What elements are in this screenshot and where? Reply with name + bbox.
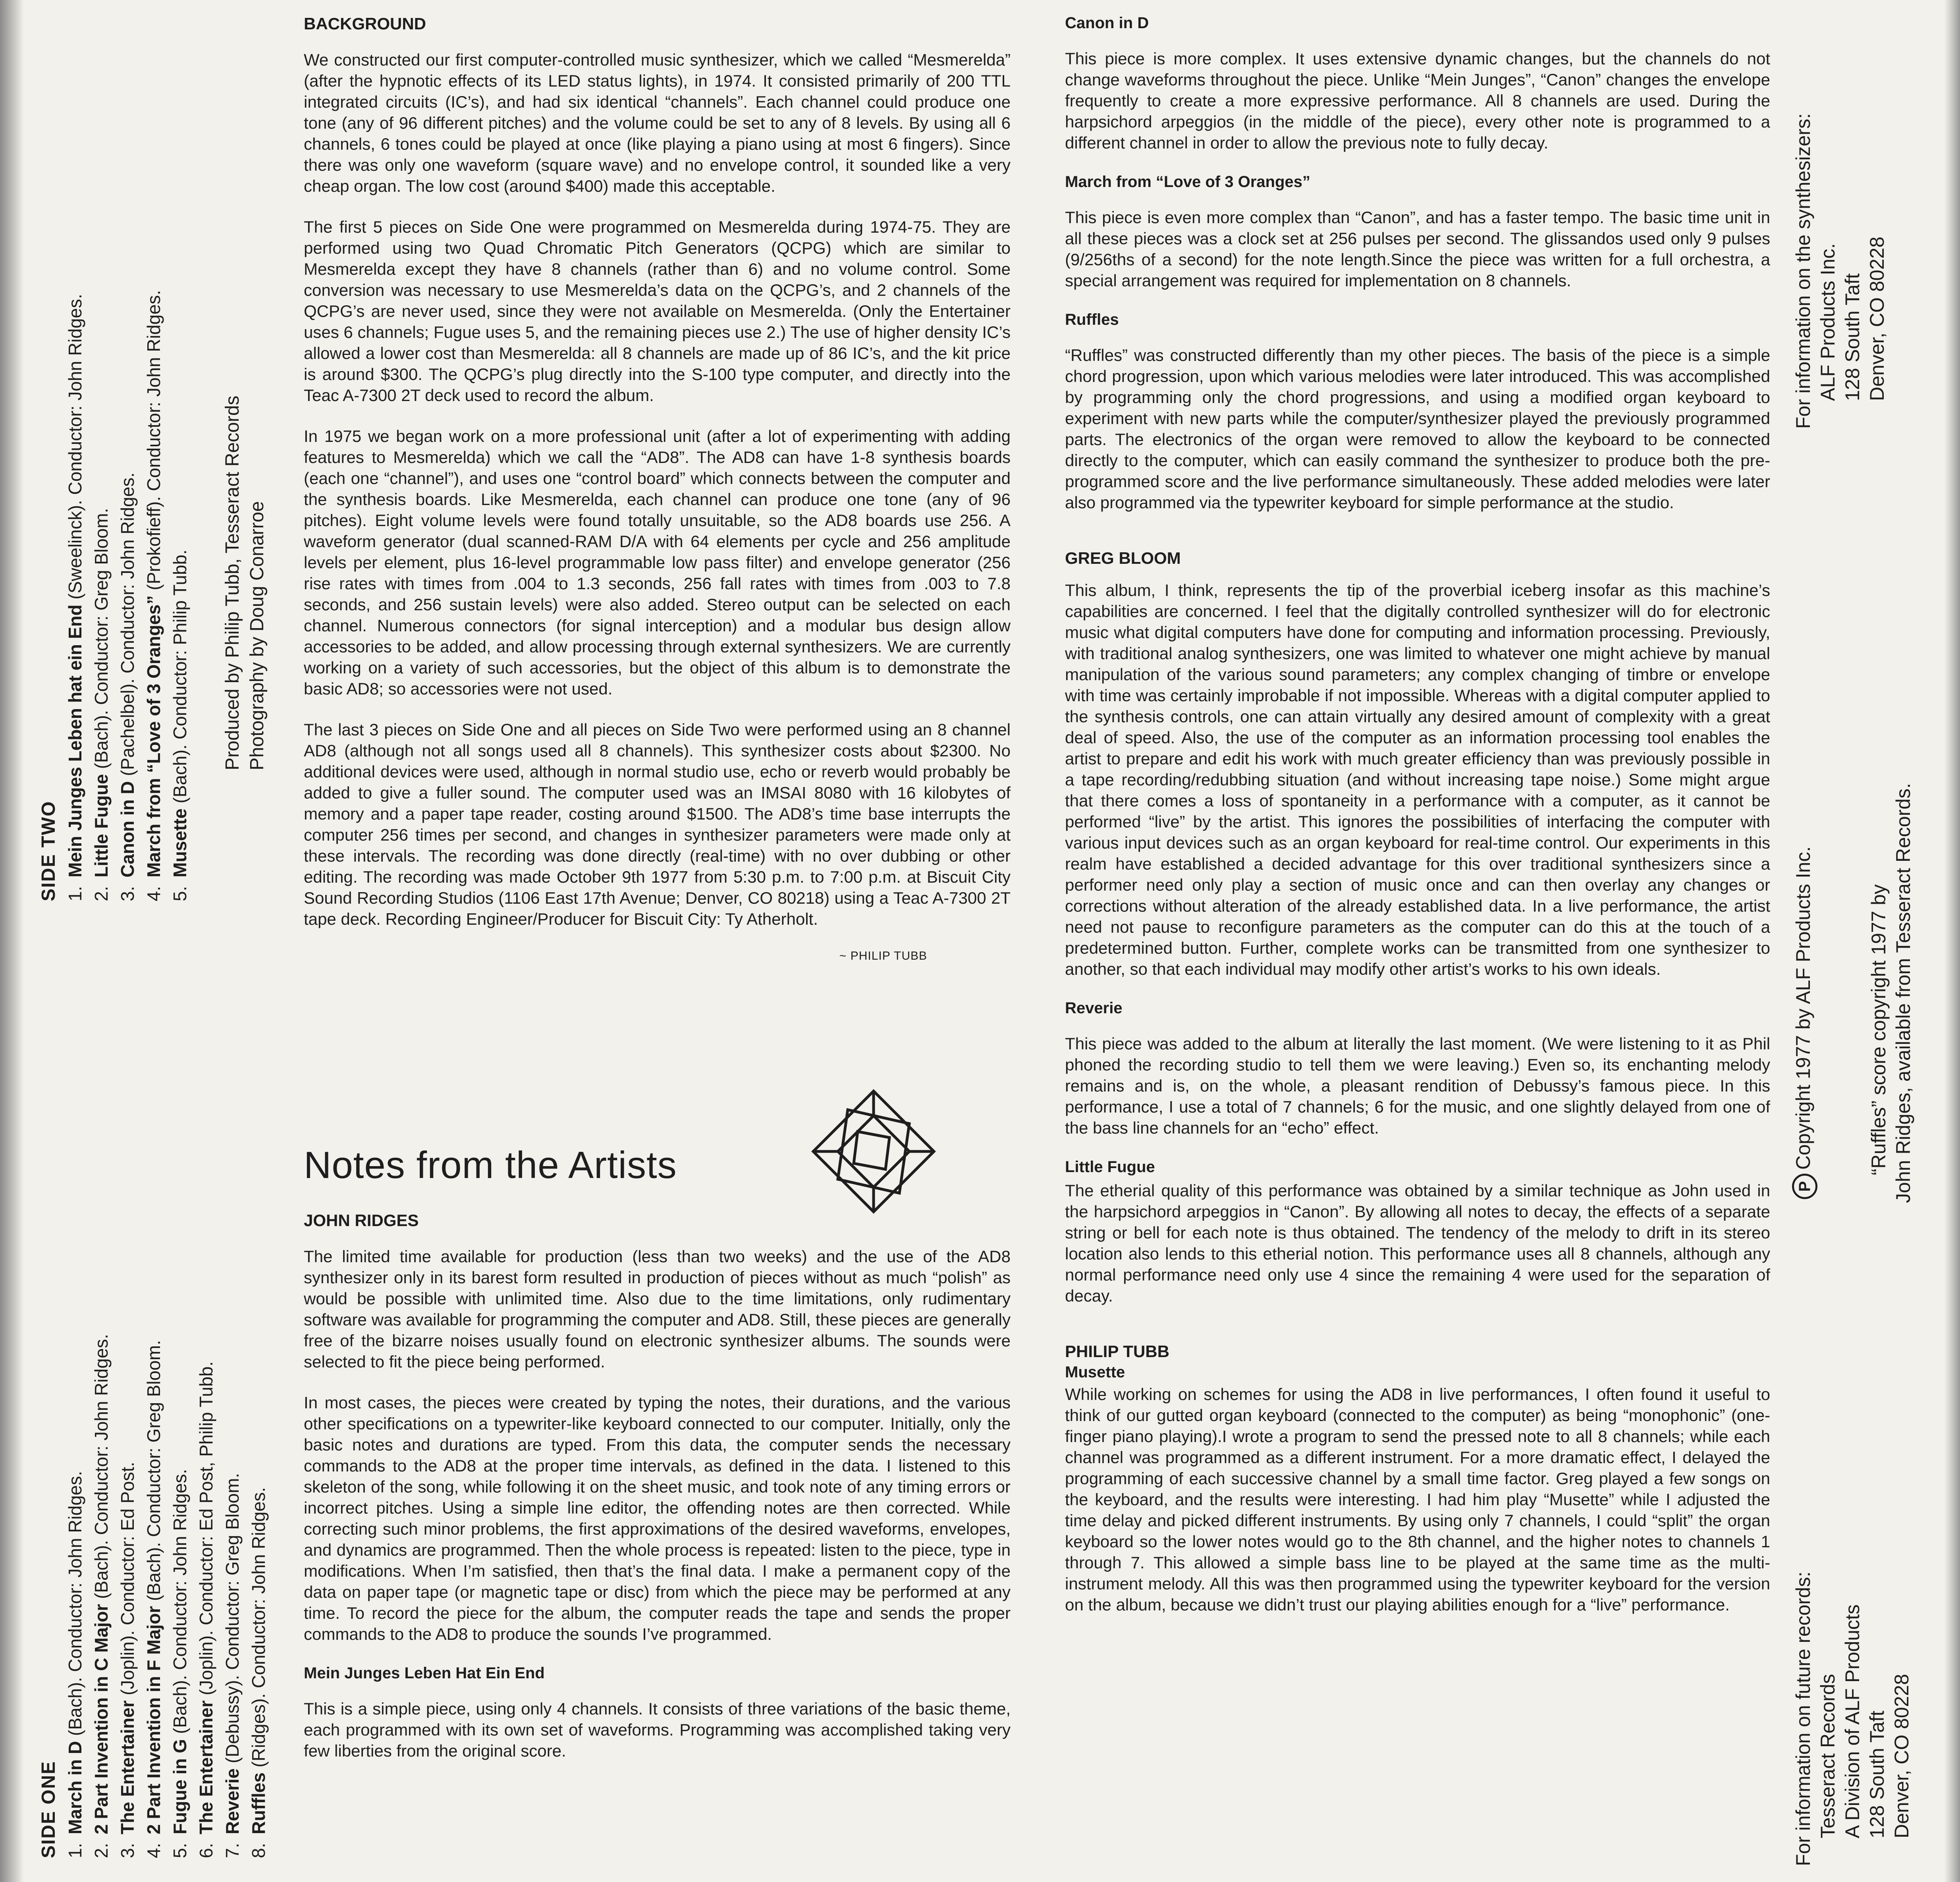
- march-paragraph: This piece is even more complex than “Canon”, and has a faster tempo. The basic time unit in all these pieces was a clock set at 256 pulses per second. The glissandos used only 9 pulses (9/256ths of a second) for the note length.Since the piece was written for a full orchestra, a special arrangement was required for implementation on 8 channels.: [1065, 208, 1770, 290]
- john-ridges-paragraph: In most cases, the pieces were created by typing the notes, their durations, and the various other specifications on a typewriter-like keyboard connected to our computer. Initially, only the basic notes and durations are typed. From this data, the computer sends the necessary commands to the AD8 at the proper time intervals, as defined in the data. I listened to this skeleton of the song, while following it on the sheet music, and took note of any timing errors or incorrect pitches. Using a simple line editor, the offending notes are then corrected. While correcting such minor problems, the first approximations of the desired waveforms, envelopes, and dynamics are programmed. Then the whole process is repeated: listen to the piece, type in modifications. When I’m satisfied, then that’s the final data. I make a permanent copy of the data on paper tape (or magnetic tape or disc) from which the piece may be performed at any time. To record the piece for the album, the computer reads the tape and sends the proper commands to the AD8 to produce the sounds I’ve programmed.: [304, 1393, 1011, 1643]
- left-edge-shadow: [0, 0, 24, 1882]
- track-item: [167, 1183, 193, 1858]
- right-edge-shadow: [1944, 0, 1960, 1882]
- little-fugue-heading: Little Fugue: [1065, 1158, 1155, 1176]
- track-details: (Joplin). Conductor: Ed Post, Philip Tubb.: [196, 1361, 216, 1701]
- background-paragraph: We constructed our first computer-controlled music synthesizer, which we called “Mesmerelda” (after the hypnotic effects of its LED status lights), in 1974. It consisted primarily of 200 TTL integrated circuits (IC’s), and had six identical “channels”. Each channel could produce one tone (any of 96 different pitches) and the volume could be set to any of 8 levels. By using all 6 channels, 6 tones could be played at once (like playing a piano using at most 6 fingers). Since there was only one waveform (square wave) and no envelope control, it sounded like a very cheap organ. The low cost (around $400) made this acceptable.: [304, 50, 1011, 195]
- track-item: [88, 1183, 114, 1858]
- john-ridges-heading: JOHN RIDGES: [304, 1211, 419, 1230]
- mein-junges-paragraph: This is a simple piece, using only 4 channels. It consists of three variations of the basic theme, each programmed with its own set of waveforms. Programming was accomplished taking very few liberties from the original score.: [304, 1699, 1011, 1760]
- track-details: (Bach). Conductor: Greg Bloom.: [143, 1340, 164, 1606]
- track-title: 2 Part Invention in C Major: [91, 1604, 112, 1834]
- photography-credit: Photography by Doug Conarroe: [247, 501, 268, 770]
- track-title: Musette: [170, 808, 190, 877]
- track-number: 2.: [91, 886, 112, 901]
- track-item: [62, 1183, 88, 1858]
- track-title: Little Fugue: [91, 774, 112, 877]
- canon-paragraph: This piece is more complex. It uses extensive dynamic changes, but the channels do not change waveforms throughout the piece. Unlike “Mein Junges”, “Canon” changes the envelope frequently to create a more expressive performance. All 8 channels are used. During the harpsichord arpeggios (in the middle of the piece), every other note is programmed to a different channel in order to allow the previous note to fully decay.: [1065, 49, 1770, 152]
- records-info: [1791, 1572, 1914, 1866]
- track-details: (Ridges). Conductor: John Ridges.: [248, 1487, 269, 1773]
- records-info-line: A Division of ALF Products: [1841, 1604, 1864, 1838]
- records-info-line: 128 South Taft: [1866, 1710, 1888, 1838]
- track-details: (Joplin). Conductor: Ed Post.: [117, 1462, 138, 1701]
- track-item: [245, 1183, 272, 1858]
- background-paragraph: In 1975 we began work on a more professional unit (after a lot of experimenting with adding features to Mesmerelda) which we call the “AD8”. The AD8 can have 1-8 synthesis boards (each one “channel”), and uses one “control board” which connects between the computer and the synthesis boards. Like Mesmerelda, each channel can produce one tone (any of 96 pitches). Eight volume levels were found totally unsuitable, so the AD8 boards use 256. A waveform generator (dual scanned-RAM D/A with 64 elements per cycle and 256 amplitude levels per element, plus 16-level programmable low pass filter) and envelope generator (256 rise rates with times from .004 to 1.3 seconds, 256 fall rates with times from .003 to 7.8 seconds, and 256 sustain levels) were also added. Stereo output can be selected on each channel. Numerous connectors (for signal interception) and a modular bus design allow accessories to be added, and allow processing through external synthesizers. We are currently working on a variety of such accessories, but the object of this album is to demonstrate the basic AD8; so accessories were not used.: [304, 427, 1011, 698]
- track-title: 2 Part Invention in F Major: [143, 1606, 164, 1834]
- track-item: [114, 48, 141, 901]
- background-heading: BACKGROUND: [304, 14, 426, 33]
- track-details: (Bach). Conductor: Philip Tubb.: [170, 550, 190, 809]
- ruffles-score-note: [1866, 783, 1916, 1203]
- john-ridges-paragraph: The limited time available for production (less than two weeks) and the use of the AD8 synthesizer only in its barest form resulted in production of pieces without as much “polish” as would be possible with unlimited time. Also due to the time limitations, only rudimentary software was available for programming the computer and AD8. Still, these pieces are generally free of the bizarre noises usually found on electronic synthesizer albums. The sounds were selected to fit the piece being performed.: [304, 1247, 1011, 1371]
- track-title: March from “Love of 3 Oranges”: [143, 595, 164, 877]
- track-title: March in D: [65, 1741, 85, 1834]
- ruffles-heading: Ruffles: [1065, 311, 1119, 328]
- track-item: [219, 1183, 245, 1858]
- track-number: 5.: [170, 886, 190, 901]
- records-info-line: For information on future records:: [1792, 1572, 1814, 1866]
- track-number: 3.: [117, 1843, 138, 1858]
- track-item: [167, 48, 193, 901]
- track-item: [88, 48, 114, 901]
- mein-junges-heading: Mein Junges Leben Hat Ein End: [304, 1664, 545, 1682]
- side-one-tracklist: [62, 1183, 272, 1858]
- phonogram-icon: P: [1792, 1174, 1817, 1199]
- track-details: (Bach). Conductor: John Ridges.: [170, 1469, 190, 1739]
- notes-title: Notes from the Artists: [304, 1144, 677, 1186]
- ruffles-note-line: “Ruffles” score copyright 1977 by: [1867, 884, 1890, 1175]
- records-info-line: Tesseract Records: [1817, 1674, 1839, 1838]
- track-number: 3.: [117, 886, 138, 901]
- synth-info: [1791, 113, 1889, 429]
- side-one-title: SIDE ONE: [38, 1761, 59, 1858]
- copyright-notice: [1791, 847, 1817, 1199]
- reverie-heading: Reverie: [1065, 999, 1123, 1017]
- track-title: Mein Junges Leben hat ein End: [65, 604, 85, 877]
- synth-info-line: 128 South Taft: [1841, 273, 1864, 401]
- ruffles-paragraph: “Ruffles” was constructed differently than my other pieces. The basis of the piece is a simple chord progression, upon which various melodies were later introduced. This was accomplished by programming only the chord progressions, and using a modified organ keyboard to experiment with new parts while the computer/synthesizer played the previously programmed parts. The electronics of the organ were removed to allow the keyboard to be connected directly to the computer, which can easily command the synthesizer to produce both the pre-programmed score and the live performance simultaneously. These added melodies were later also programmed via the typewriter keyboard for simple performance at the studio.: [1065, 346, 1770, 512]
- little-fugue-paragraph: The etherial quality of this performance was obtained by a similar technique as John used in the harpsichord arpeggios in “Canon”. By allowing all notes to decay, the effects of a separate string or bell for each note is thus obtained. The tendency of the melody to drift in its stereo location also lends to this etherial notion. This performance uses all 8 channels, although any normal performance need only use 4 since the remaining 4 were used for the separation of decay.: [1065, 1181, 1770, 1305]
- synth-info-line: For information on the synthesizers:: [1792, 113, 1814, 429]
- track-number: 6.: [196, 1843, 216, 1858]
- copyright-text: Copyright 1977 by ALF Products Inc.: [1792, 846, 1814, 1170]
- track-title: Reverie: [222, 1768, 243, 1834]
- track-item: [114, 1183, 141, 1858]
- track-details: (Debussy). Conductor: Greg Bloom.: [222, 1473, 243, 1768]
- track-details: (Bach). Conductor: John Ridges.: [65, 1471, 85, 1741]
- canon-heading: Canon in D: [1065, 14, 1149, 32]
- musette-heading: Musette: [1065, 1363, 1125, 1381]
- track-item: [62, 48, 88, 901]
- side-two-tracklist: [62, 48, 193, 901]
- track-details: (Pachelbel). Conductor: John Ridges.: [117, 472, 138, 781]
- track-item: [193, 1183, 219, 1858]
- track-details: (Bach). Conductor: John Ridges.: [91, 1334, 112, 1604]
- track-number: 5.: [170, 1843, 190, 1858]
- side-two-title: SIDE TWO: [38, 800, 59, 901]
- track-number: 2.: [91, 1843, 112, 1858]
- background-paragraph: The first 5 pieces on Side One were programmed on Mesmerelda during 1974-75. They are performed using two Quad Chromatic Pitch Generators (QCPG) which are similar to Mesmerelda except they have 8 channels (rather than 6) and no volume control. Some conversion was necessary to use Mesmerelda’s data on the QCPG’s, and 2 channels of the QCPG’s are never used, since they were not available on Mesmerelda. (Only the Entertainer uses 6 channels; Fugue uses 5, and the remaining pieces use 2.) The use of higher density IC’s allowed a lower cost than Mesmerelda: all 8 channels are made up of 86 IC’s, and the kit price is around $300. The QCPG’s plug directly into the S-100 type computer, and directly into the Teac A-7300 2T deck used to record the album.: [304, 218, 1011, 405]
- track-number: 4.: [143, 1843, 164, 1858]
- track-title: Ruffles: [248, 1772, 269, 1834]
- synth-info-line: Denver, CO 80228: [1866, 236, 1888, 401]
- side-one-panel: [36, 1183, 272, 1858]
- musette-paragraph: While working on schemes for using the AD8 in live performances, I often found it useful to think of our gutted organ keyboard (connected to the computer) as being “monophonic” (one-finger piano playing).I wrote a program to send the pressed note to all 8 channels; while each channel was programmed as a different instrument. For a more dramatic effect, I delayed the programming of each successive channel by a small time factor. Greg played a few songs on the keyboard, and the results were interesting. I had him play “Musette” while I adjusted the time delay and picked different instruments. By using only 7 channels, I could “split” the organ keyboard so the lower notes would go to the 8th channel, and the higher notes to channels 1 through 7. This allowed a simple bass line to be played at the same time as the multi-instrument melody. All this was then programmed using the typewriter keyboard for the version on the album, because we didn’t trust our playing abilities enough for a “live” performance.: [1065, 1385, 1770, 1614]
- records-info-line: Denver, CO 80228: [1891, 1674, 1913, 1838]
- track-title: Canon in D: [117, 781, 138, 877]
- track-details: (Prokofieff). Conductor: John Ridges.: [143, 290, 164, 596]
- track-item: [141, 1183, 167, 1858]
- track-details: (Bach). Conductor: Greg Bloom.: [91, 508, 112, 774]
- synth-info-line: ALF Products Inc.: [1817, 243, 1839, 401]
- philip-tubb-heading: PHILIP TUBB: [1065, 1342, 1169, 1361]
- track-item: [141, 48, 167, 901]
- track-title: The Entertainer: [117, 1700, 138, 1834]
- greg-bloom-paragraph: This album, I think, represents the tip of the proverbial iceberg insofar as this machine’s capabilities are concerned. I feel that the digitally controlled synthesizer will do for electronic music what digital computers have done for computing and information processing. Previously, with traditional analog synthesizers, one was limited to whatever one might achieve by manual manipulation of the various sound parameters; any complex changing of timbre or envelope with time was certainly improbable if not impossible. Whereas with a digital computer applied to the synthesis controls, one can attain virtually any desired amount of complexity with a great deal of speed. Also, the use of the computer as an information processing tool enables the artist to prepare and edit his work with much greater efficiency than was previously possible in a tape recording/redubbing situation (and without increasing tape noise.) Some might argue that there comes a loss of spontaneity in a performance with a computer, as it cannot be performed “live” by the artist. This ignores the possibilities of interfacing the computer with various input devices such as an organ keyboard for real-time control. Our experiments in this realm have established a decided advantage for this over traditional synthesizers since a performer need only play a section of music once and can then overlay any changes or corrections without alteration of the already established data. In a live performance, the artist need not pause to reconfigure parameters as the computer can do this at the touch of a predetermined button. Further, complete works can be transmitted from one synthesizer to another, so that each individual may modify other artist’s works to his own ideals.: [1065, 581, 1770, 978]
- track-title: Fugue in G: [170, 1739, 190, 1834]
- track-number: 1.: [65, 1843, 85, 1858]
- signature: ~ PHILIP TUBB: [839, 949, 927, 962]
- notes-section: [304, 1143, 1011, 1781]
- reverie-paragraph: This piece was added to the album at literally the last moment. (We were listening to it as Phil phoned the recording studio to tell them we were leaving.) Even so, its enchanting melody remains and is, on the whole, a pleasant rendition of Debussy’s famous piece. In this performance, I use a total of 7 channels; 6 for the music, and one slightly delayed from one of the bass line channels for an “echo” effect.: [1065, 1034, 1770, 1137]
- track-number: 7.: [222, 1843, 243, 1858]
- track-title: The Entertainer: [196, 1700, 216, 1834]
- track-number: 4.: [143, 886, 164, 901]
- greg-bloom-heading: GREG BLOOM: [1065, 549, 1181, 567]
- track-number: 1.: [65, 886, 85, 901]
- producer-credit: Produced by Philip Tubb, Tesseract Records: [222, 395, 243, 770]
- credits-panel: [220, 395, 270, 770]
- track-number: 8.: [248, 1843, 269, 1858]
- ruffles-note-line: John Ridges, available from Tesseract Records.: [1892, 783, 1914, 1203]
- background-paragraph: The last 3 pieces on Side One and all pieces on Side Two were performed using an 8 channel AD8 (although not all songs used all 8 channels). This synthesizer costs about $2300. No additional devices were used, although in normal studio use, echo or reverb would probably be added to give a fuller sound. The computer used was an IMSAI 8080 with 16 kilobytes of memory and a paper tape reader, costing around $1500. The AD8’s time base interrupts the computer 256 times per second, and changes in synthesizer parameters were made only at these intervals. The recording was done directly (real-time) with no over dubbing or other editing. The recording was made October 9th 1977 from 5:30 p.m. to 7:00 p.m. at Biscuit City Sound Recording Studios (1106 East 17th Avenue; Denver, CO 80218) using a Teac A-7300 2T tape deck. Recording Engineer/Producer for Biscuit City: Ty Atherholt.: [304, 720, 1011, 928]
- track-details: (Sweelinck). Conductor: John Ridges.: [65, 294, 85, 605]
- background-section: [304, 14, 1011, 963]
- march-heading: March from “Love of 3 Oranges”: [1065, 173, 1310, 191]
- side-two-panel: [36, 48, 193, 901]
- right-column: [1065, 14, 1770, 1635]
